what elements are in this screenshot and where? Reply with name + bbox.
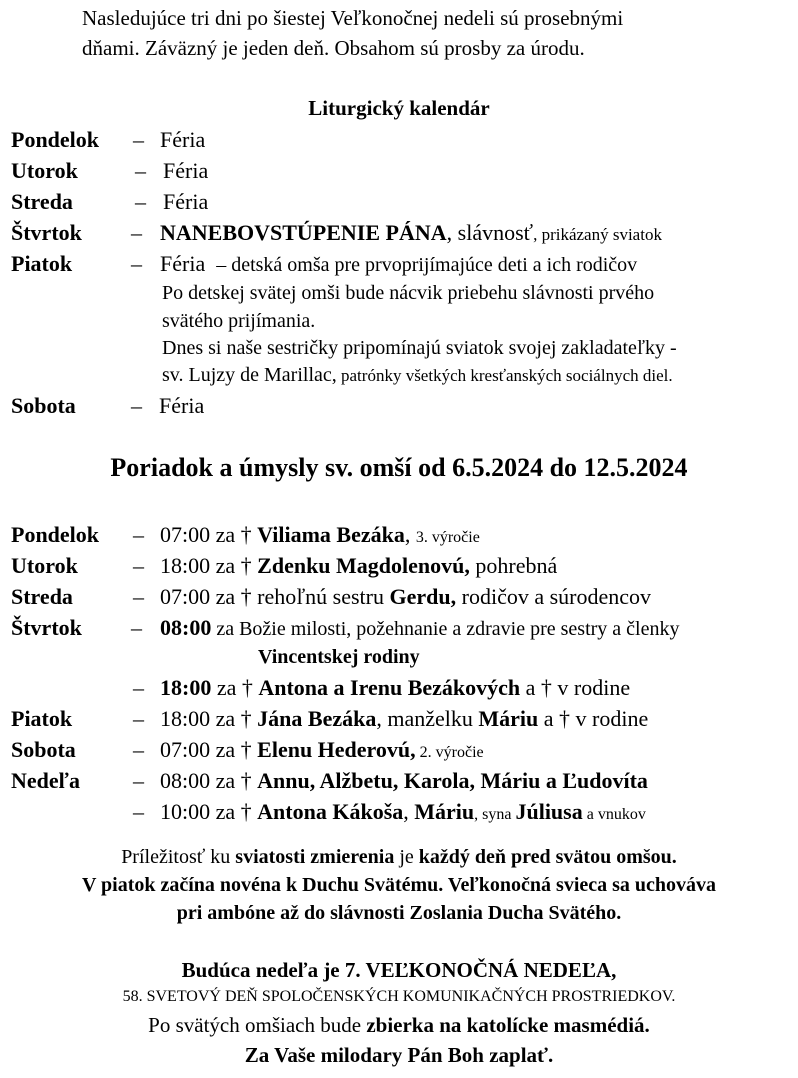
dash: – <box>133 706 144 731</box>
mass-intention-2: Máriu <box>414 799 475 824</box>
day-label: Piatok <box>11 251 73 276</box>
calendar-text: Féria <box>159 393 205 418</box>
day-label: Nedeľa <box>11 768 80 793</box>
footer-line-4: Za Vaše milodary Pán Boh zaplať. <box>244 1043 554 1067</box>
dash: – <box>131 615 142 640</box>
feast-rank: , slávnosť <box>446 220 534 245</box>
mass-intention-cont: Vincentskej rodiny <box>258 646 420 668</box>
mass-intention: Viliama Bezáka <box>257 522 405 547</box>
mass-rest: za Božie milosti, požehnanie a zdravie pre sestry a členky <box>211 618 680 640</box>
dash: – <box>133 584 144 609</box>
notice-text-2: je <box>394 846 419 868</box>
notice-line-2: V piatok začína novéna k Duchu Svätému. Veľkonočná svieca sa uchováva <box>81 874 717 896</box>
footer-text: Po svätých omšiach bude <box>148 1013 367 1037</box>
masses-title: Poriadok a úmysly sv. omší od 6.5.2024 do 12.5.2024 <box>110 453 688 482</box>
mass-time: 18:00 <box>160 675 212 700</box>
mass-rest: a † v rodine <box>520 675 631 700</box>
day-label: Streda <box>11 189 73 214</box>
dash: – <box>133 127 144 152</box>
dash: – <box>131 220 142 245</box>
mass-mid: , manželku <box>376 706 479 731</box>
dash: – <box>133 799 144 824</box>
mass-time: 07:00 za † rehoľnú sestru <box>160 584 390 609</box>
mass-note: , syna <box>474 806 516 823</box>
feast-note: , prikázaný sviatok <box>533 225 662 244</box>
mass-rest: pohrebná <box>469 553 558 578</box>
notice-sacrament: sviatosti zmierenia <box>235 846 395 868</box>
mass-rest: rodičov a súrodencov <box>456 584 652 609</box>
friday-saint-note: patrónky všetkých kresťanských sociálnych diel. <box>336 366 673 385</box>
intro-line-1: Nasledujúce tri dni po šiestej Veľkonočnej nedeli sú prosebnými <box>82 6 624 30</box>
mass-note-2: a vnukov <box>582 806 646 823</box>
footer-line-3 <box>0 1013 798 1038</box>
day-label: Utorok <box>11 553 78 578</box>
mass-intention: Elenu Hederovú, <box>257 737 416 762</box>
mass-intention: Antona Kákoša <box>257 799 404 824</box>
dash: – <box>133 522 144 547</box>
mass-note: 3. výročie <box>415 529 480 546</box>
footer-line-2: 58. SVETOVÝ DEŇ SPOLOČENSKÝCH KOMUNIKAČNÝCH PROSTRIEDKOV. <box>122 988 676 1005</box>
friday-line-4: Dnes si naše sestričky pripomínajú sviatok svojej zakladateľky - <box>162 337 677 359</box>
friday-note: – detská omša pre prvoprijímajúce deti a ich rodičov <box>216 254 638 276</box>
calendar-text: Féria <box>163 189 209 214</box>
mass-note: 2. výročie <box>415 744 484 761</box>
notice-line-3: pri ambóne až do slávnosti Zoslania Ducha Svätého. <box>176 902 622 924</box>
mass-time: 18:00 za † <box>160 553 258 578</box>
dash: – <box>133 768 144 793</box>
mass-time: 18:00 za † <box>160 706 258 731</box>
friday-line-2: Po detskej svätej omši bude nácvik priebehu slávnosti prvého <box>162 282 655 304</box>
feast-name: NANEBOVSTÚPENIE PÁNA <box>160 220 447 245</box>
mass-mid: , <box>403 799 415 824</box>
day-label: Sobota <box>11 393 76 418</box>
calendar-title: Liturgický kalendár <box>308 96 490 120</box>
calendar-text: Féria <box>160 127 206 152</box>
calendar-text: Féria <box>163 158 209 183</box>
friday-line-3: svätého prijímania. <box>162 310 316 332</box>
friday-saint: sv. Lujzy de Marillac, <box>162 364 337 386</box>
day-label: Streda <box>11 584 73 609</box>
mass-intention: Annu, Alžbetu, Karola, Máriu a Ľudovíta <box>257 768 648 793</box>
mass-time: 07:00 za † <box>160 522 258 547</box>
day-label: Utorok <box>11 158 78 183</box>
calendar-text: Féria <box>160 251 206 276</box>
mass-intention: Antona a Irenu Bezákových <box>258 675 521 700</box>
mass-time: 10:00 za † <box>160 799 258 824</box>
mass-rest: a † v rodine <box>538 706 649 731</box>
mass-intention: Gerdu, <box>389 584 457 609</box>
day-label: Sobota <box>11 737 76 762</box>
dash: – <box>135 189 146 214</box>
footer-line-1: Budúca nedeľa je 7. VEĽKONOČNÁ NEDEĽA, <box>181 958 617 982</box>
punct: , <box>404 522 416 547</box>
dash: – <box>133 737 144 762</box>
dash: – <box>133 675 144 700</box>
day-label: Pondelok <box>11 127 100 152</box>
mass-time: 07:00 za † <box>160 737 258 762</box>
day-label: Štvrtok <box>11 220 82 245</box>
notice-line-1 <box>0 846 798 869</box>
mass-intention-2: Máriu <box>478 706 539 731</box>
dash: – <box>131 393 142 418</box>
footer-collection: zbierka na katolícke masmédiá. <box>366 1013 650 1037</box>
mass-intention: Zdenku Magdolenovú, <box>257 553 470 578</box>
notice-text: Príležitosť ku <box>121 846 236 868</box>
day-label: Piatok <box>11 706 73 731</box>
notice-when: každý deň pred svätou omšou. <box>418 846 677 868</box>
mass-time: 08:00 za † <box>160 768 258 793</box>
mass-intention: Jána Bezáka <box>257 706 377 731</box>
mass-mid: za † <box>211 675 259 700</box>
day-label: Štvrtok <box>11 615 82 640</box>
mass-intention-3: Júliusa <box>515 799 583 824</box>
mass-time: 08:00 <box>160 615 212 640</box>
dash: – <box>133 553 144 578</box>
day-label: Pondelok <box>11 522 100 547</box>
dash: – <box>131 251 142 276</box>
dash: – <box>135 158 146 183</box>
intro-line-2: dňami. Záväzný je jeden deň. Obsahom sú prosby za úrodu. <box>82 36 585 60</box>
